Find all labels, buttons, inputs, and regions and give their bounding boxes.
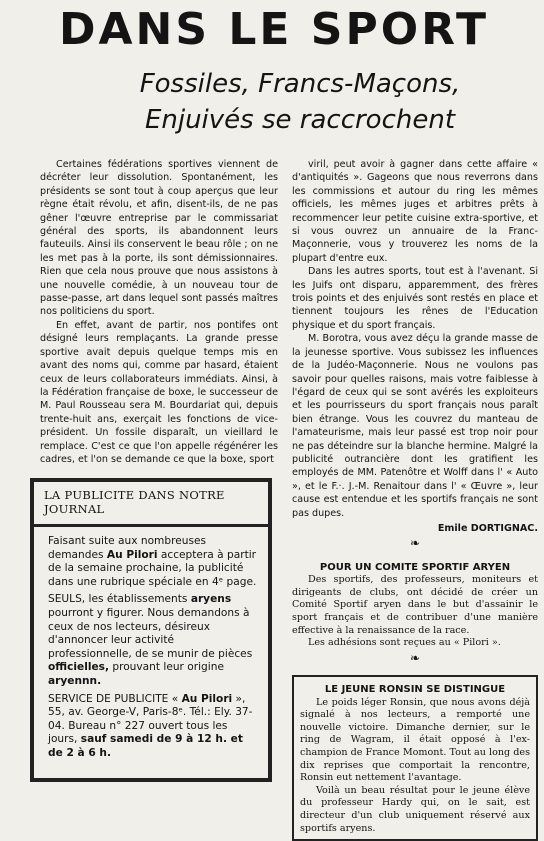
ad-bold-text: aryens	[190, 593, 232, 606]
ad-paragraph-2	[48, 593, 258, 688]
ronsin-heading: LE JEUNE RONSIN SE DISTINGUE	[324, 684, 506, 696]
ad-bold-text: Au Pilori	[181, 692, 233, 705]
ad-bold-text: aryennn.	[48, 674, 102, 687]
comite-heading: POUR UN COMITE SPORTIF ARYEN	[319, 561, 511, 573]
ad-bold-text: officielles,	[48, 661, 109, 674]
headline-line-1: Fossiles, Francs-Maçons,	[139, 69, 461, 99]
section-masthead: DANS LE SPORT	[58, 4, 490, 55]
headline-line-2: Enjuivés se raccrochent	[144, 105, 456, 135]
article-column-right	[292, 158, 538, 841]
ronsin-paragraph: Voilà un beau résultat pour le jeune élève du professeur Hardy qui, on le sait, est directeur d'un club uniquement réservé aux sportifs aryens.	[300, 784, 530, 834]
article-paragraph: M. Borotra, vous avez déçu la grande masse de la jeunesse sportive. Vous subissez les influences de la Judéo-Maçonnerie. Nous ne voulons pas savoir pour quelles raisons, mais votre faiblesse à l'égard de ceux qui se sont avérés les exploiteurs et les pourrisseurs du sport français nous paraît bien étrange. Vous les couvrez du manteau de l'amateurisme, mais leur passé est trop noir pour ne pas déteindre sur la blanche hermine. Malgré la publicité outrancière dont les gratifient les employés de MM. Patenôtre et Wolff dans l' « Auto », et le F.·. J.-M. Renaitour dans l' « Œuvre », leur cause est entendue et les sportifs français ne sont pas dupes.	[292, 333, 538, 519]
comite-paragraph: Les adhésions sont reçues au « Pilori ».	[308, 637, 501, 649]
ad-body	[34, 527, 268, 761]
advertising-notice-box	[30, 478, 272, 782]
ornament-icon: ❧	[409, 650, 421, 665]
ad-text: SERVICE DE PUBLICITE «	[48, 692, 182, 705]
ad-paragraph-1	[48, 535, 258, 589]
ad-text: acceptera à partir de la semaine prochaine, la publicité dans une rubrique spéciale en 4ᵉ page.	[48, 548, 257, 588]
ad-text: prouvant leur origine	[112, 661, 224, 674]
ad-bold-text: sauf samedi de 9 à 12 h. et de 2 à 6 h.	[48, 733, 243, 759]
ronsin-paragraph: Le poids léger Ronsin, que nous avons déjà signalé à nos lecteurs, a remporté une nouvelle victoire. Dimanche dernier, sur le ring de Wagram, il était opposé à l'ex-champion de France Momont. Tout au long des dix reprises que comportait la rencontre, Ronsin eut nettement l'avantage.	[300, 696, 530, 784]
comite-text	[292, 574, 538, 650]
ronsin-text	[300, 697, 530, 836]
ad-text: SEULS, les établissements	[48, 593, 188, 606]
article-signature: Emile DORTIGNAC.	[437, 522, 538, 534]
article-paragraph: Certaines fédérations sportives viennent de décréter leur dissolution. Spontanément, les présidents se sont tout à coup aperçus que leur règne était révolu, et afin, disent-ils, de ne pas gêner l'œuvre entreprise par le commissariat général des sports, ils abandonnent leurs fauteuils. Ainsi ils conservent le beau rôle ; on ne les met pas à la porte, ils sont démissionnaires. Rien que cela nous prouve que nous assistons à une nouvelle comédie, à un nouveau tour de passe-passe, art dans lequel sont passés maîtres nos politiciens du sport.	[40, 159, 278, 318]
ad-text: », 55, av. George-V, Paris-8ᵉ. Tél.: Ely. 37-04. Bureau n° 227 ouvert tous les jours,	[48, 692, 253, 746]
comite-paragraph: Des sportifs, des professeurs, moniteurs et dirigeants de clubs, ont décidé de créer un Comité Sportif aryen dans le but d'assainir le sport français et de contribuer d'une manière effective à la renaissance de la race.	[292, 574, 538, 636]
article-paragraph: En effet, avant de partir, nos pontifes ont désigné leurs remplaçants. La grande presse sportive avait depuis quelque temps mis en avant des noms qui, comme par hasard, étaient ceux de leurs collaborateurs immédiats. Ainsi, à la Fédération française de boxe, le successeur de M. Paul Rousseau sera M. Bourdariat qui, depuis trente-huit ans, exerçait les fonctions de vice-président. Un fossile disparaît, un vieillard le remplace. C'est ce que l'on appelle régénérer les cadres, et l'on se demande ce que la boxe, sport	[40, 319, 278, 465]
ad-title: LA PUBLICITE DANS NOTRE JOURNAL	[34, 482, 268, 527]
article-paragraph: Dans les autres sports, tout est à l'avenant. Si les Juifs ont disparu, apparemment, des frères trois points et des enjuivés sont restés en place et tiennent toujours les rênes de l'Education physique et du sport français.	[292, 266, 538, 331]
ad-bold-text: Au Pilori	[106, 548, 158, 561]
ad-paragraph-3	[48, 693, 258, 761]
article-column-left	[40, 158, 278, 466]
ad-text: pourront y figurer. Nous demandons à ceux de nos lecteurs, désireux d'annoncer leur activité professionnelle, de se munir de pièces	[48, 606, 253, 660]
article-paragraph: viril, peut avoir à gagner dans cette affaire « d'antiquités ». Gageons que nous reverrons dans les commissions et autour du ring les mêmes officiels, les mêmes juges et arbitres prêts à recommencer leur petite cuisine extra-sportive, et si vous ouvrez un annuaire de la Franc-Maçonnerie, vous y trouverez les noms de la plupart d'entre eux.	[292, 159, 538, 264]
ornament-icon: ❧	[409, 536, 421, 551]
ad-text: Faisant suite aux nombreuses demandes	[48, 535, 207, 561]
ronsin-box	[292, 675, 538, 841]
article-headline	[60, 66, 540, 138]
